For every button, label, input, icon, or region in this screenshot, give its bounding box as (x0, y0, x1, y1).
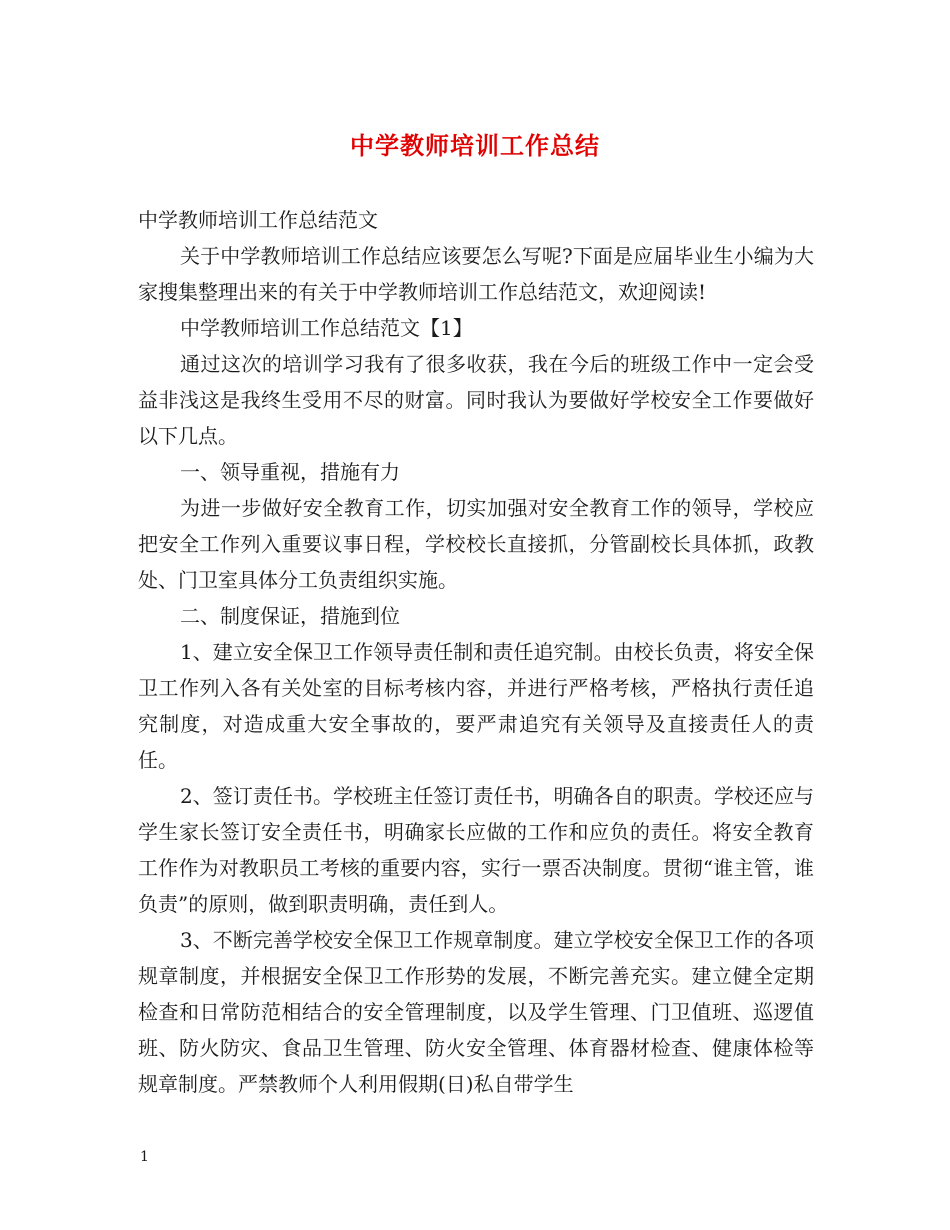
paragraph: 1、建立安全保卫工作领导责任制和责任追究制。由校长负责，将安全保卫工作列入各有关处室的目标考核内容，并进行严格考核，严格执行责任追究制度，对造成重大安全事故的，要严肃追究有关领导及直接责任人的责任。 (138, 640, 814, 772)
section-heading: 一、领导重视，措施有力 (180, 460, 400, 484)
section-heading: 二、制度保证，措施到位 (180, 604, 400, 628)
paragraph: 为进一步做好安全教育工作，切实加强对安全教育工作的领导，学校应把安全工作列入重要议事日程，学校校长直接抓，分管副校长具体抓，政教处、门卫室具体分工负责组织实施。 (138, 496, 814, 592)
document-subtitle: 中学教师培训工作总结范文 (138, 208, 378, 232)
document-body (138, 202, 814, 1102)
section-heading-sample-1: 中学教师培训工作总结范文【1】 (180, 316, 473, 340)
paragraph: 3、不断完善学校安全保卫工作规章制度。建立学校安全保卫工作的各项规章制度，并根据安全保卫工作形势的发展，不断完善充实。建立健全定期检查和日常防范相结合的安全管理制度，以及学生管理、门卫值班、巡逻值班、防火防灾、食品卫生管理、防火安全管理、体育器材检查、健康体检等规章制度。严禁教师个人利用假期(日)私自带学生 (138, 928, 814, 1096)
paragraph-intro: 关于中学教师培训工作总结应该要怎么写呢?下面是应届毕业生小编为大家搜集整理出来的有关于中学教师培训工作总结范文，欢迎阅读! (138, 244, 814, 304)
paragraph: 2、签订责任书。学校班主任签订责任书，明确各自的职责。学校还应与学生家长签订安全责任书，明确家长应做的工作和应负的责任。将安全教育工作作为对教职员工考核的重要内容，实行一票否决制度。贯彻“谁主管，谁负责”的原则，做到职责明确，责任到人。 (138, 784, 814, 916)
paragraph: 通过这次的培训学习我有了很多收获，我在今后的班级工作中一定会受益非浅这是我终生受用不尽的财富。同时我认为要做好学校安全工作要做好以下几点。 (138, 352, 814, 448)
document-title: 中学教师培训工作总结 (350, 132, 600, 160)
page-number: 1 (140, 1149, 149, 1165)
